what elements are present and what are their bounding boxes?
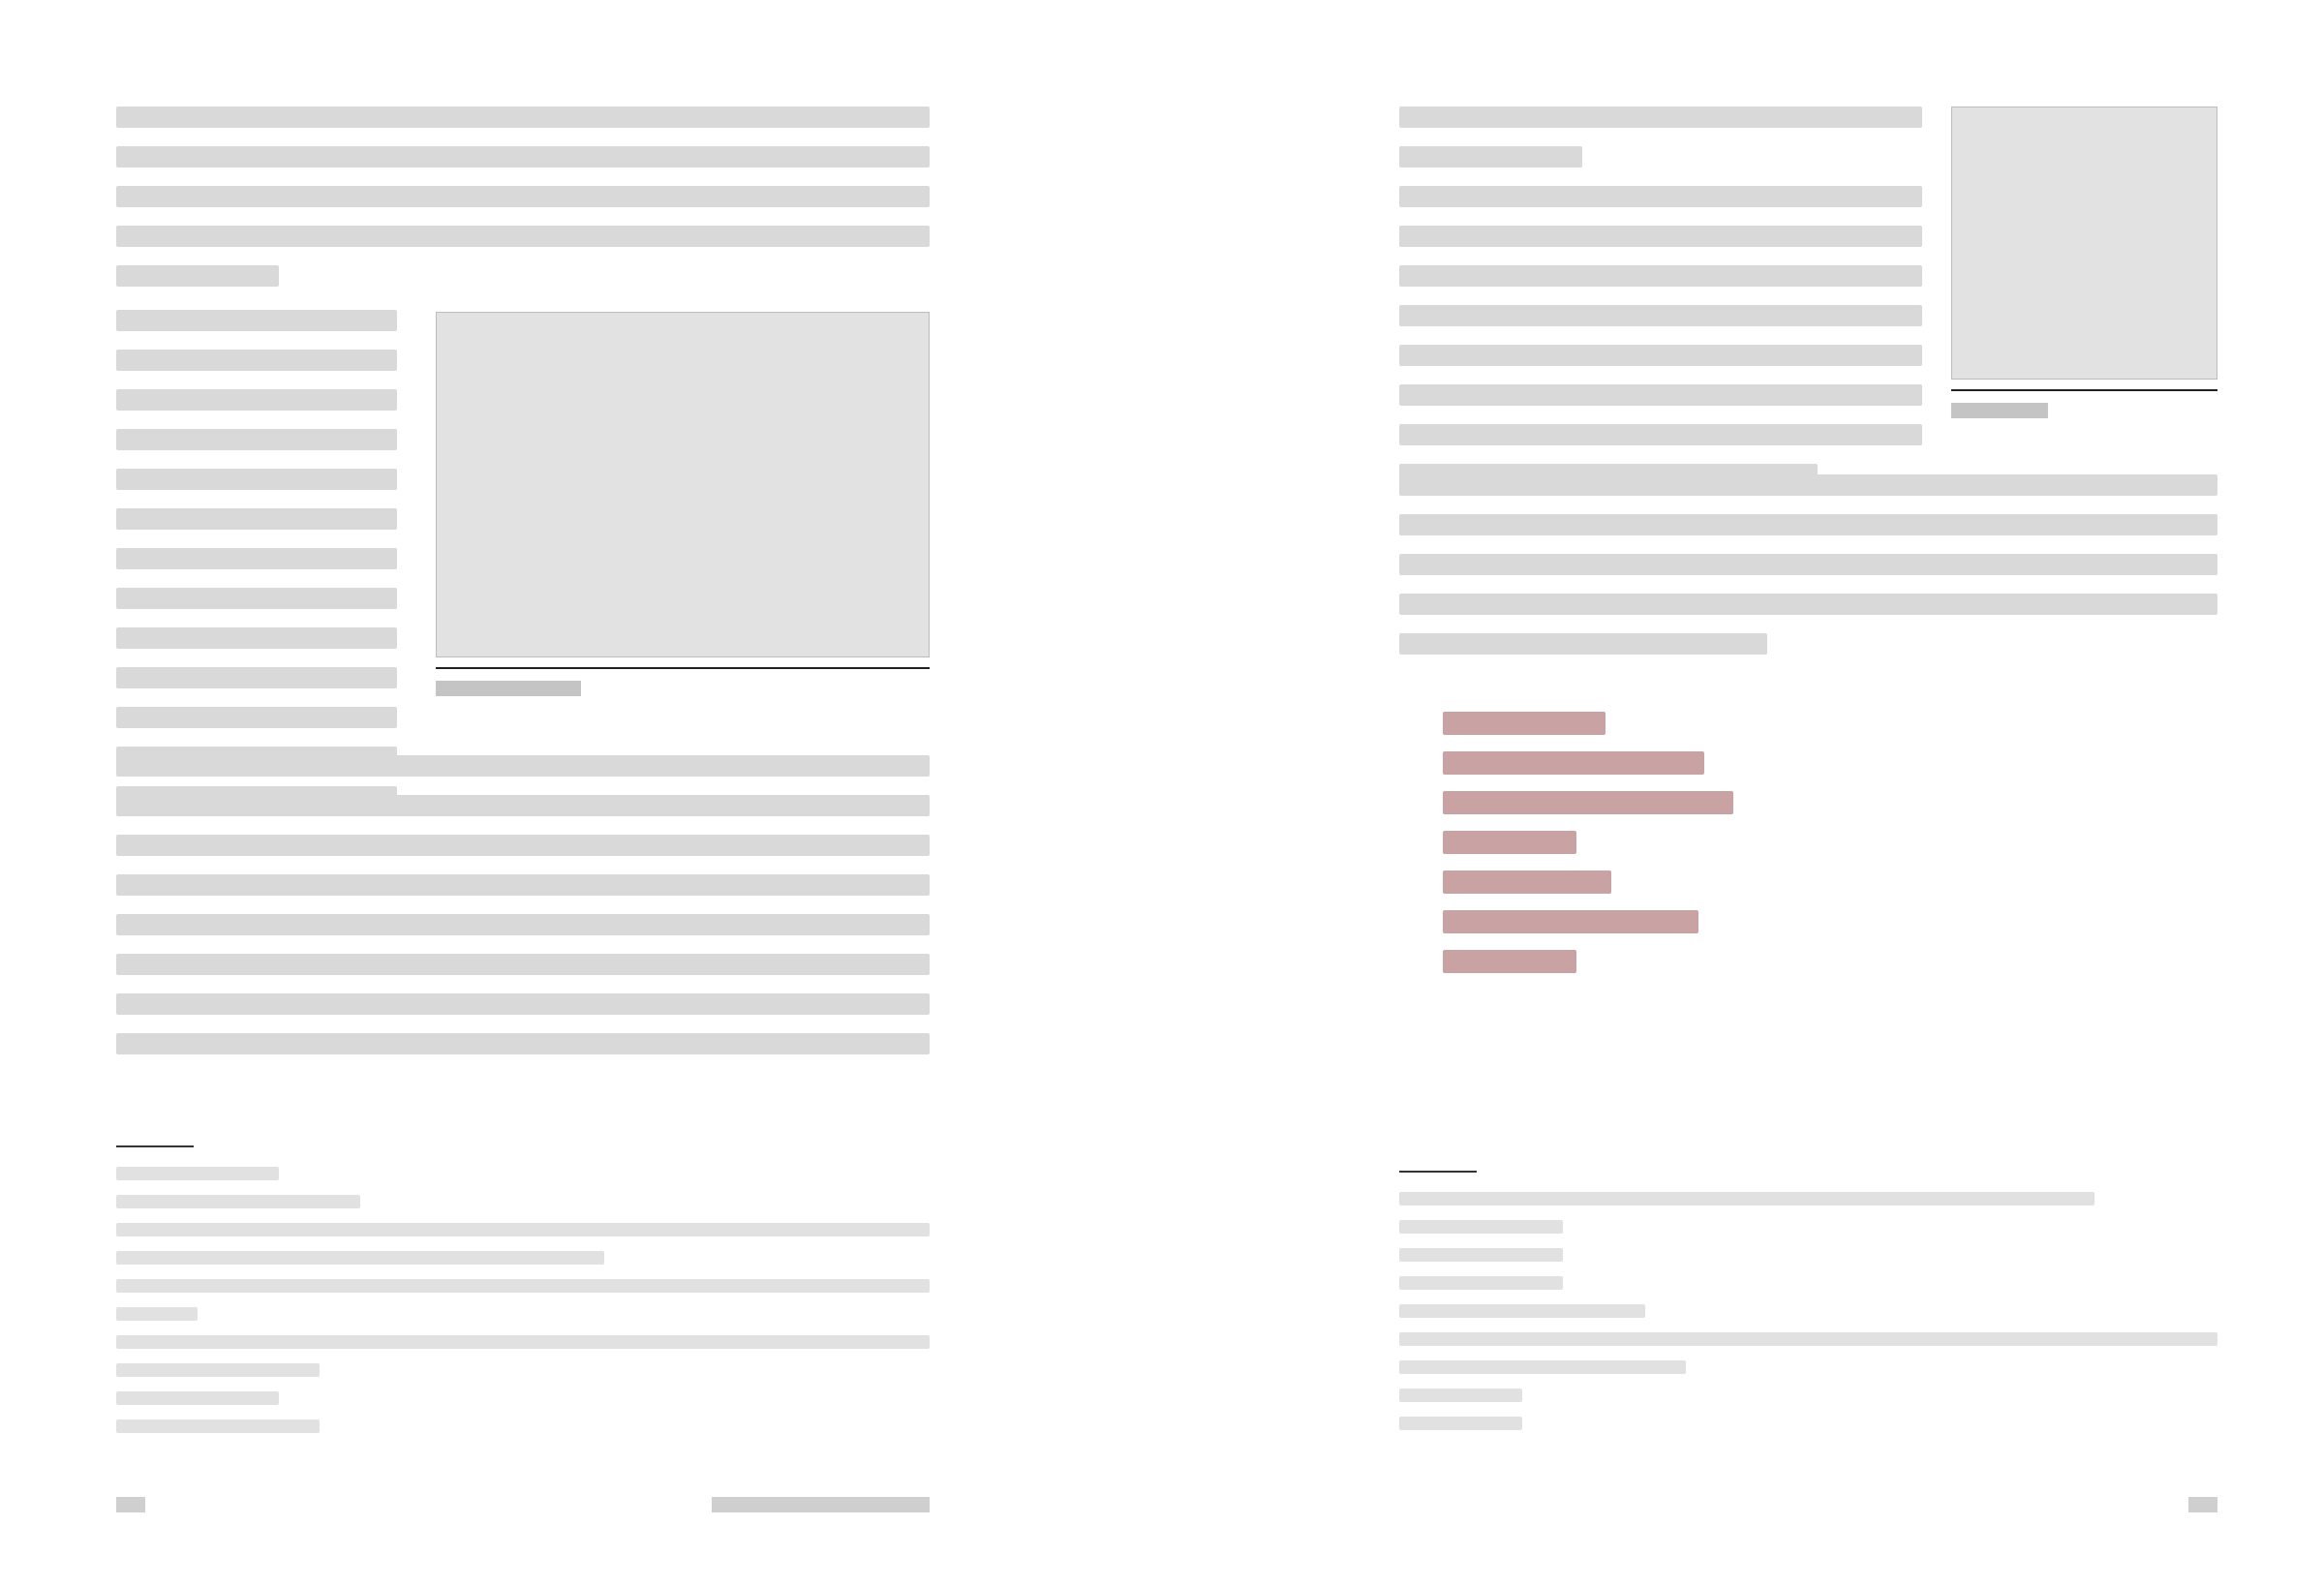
- right-page: [1162, 0, 2324, 1587]
- left-folio: [116, 1497, 145, 1512]
- footnote-line: [1399, 1332, 2217, 1346]
- footnote-line: [1399, 1389, 1522, 1402]
- text-line: [116, 265, 279, 287]
- text-line: [1399, 384, 1922, 406]
- text-line: [116, 835, 930, 856]
- footnote-line: [116, 1363, 320, 1377]
- left-body-text: [116, 107, 930, 305]
- text-line: [116, 508, 397, 530]
- quote-line: [1443, 791, 1733, 814]
- left-footnotes: [116, 1167, 930, 1448]
- figure-caption: [436, 681, 581, 696]
- text-line: [1399, 146, 1582, 168]
- footnote-line: [1399, 1304, 1645, 1318]
- right-lower-text: [1399, 474, 2217, 673]
- text-line: [116, 389, 397, 411]
- building-figure: [436, 312, 930, 696]
- footnote-line: [116, 1279, 930, 1293]
- text-line: [116, 548, 397, 569]
- plaque-figure: [1951, 107, 2217, 418]
- right-wrapped-text: [1399, 107, 1922, 504]
- text-line: [116, 627, 397, 649]
- footnote-rule: [116, 1145, 194, 1147]
- plaque-photo: [1951, 107, 2217, 380]
- text-line: [116, 993, 930, 1015]
- footnote-line: [1399, 1360, 1686, 1374]
- quote-line: [1443, 870, 1611, 894]
- quote-line: [1443, 831, 1576, 854]
- footnote-line: [116, 1195, 360, 1208]
- footnote-line: [116, 1419, 320, 1433]
- text-line: [116, 755, 930, 777]
- text-line: [116, 107, 930, 128]
- left-wrapped-text: [116, 310, 397, 826]
- text-line: [116, 667, 397, 688]
- footnote-line: [116, 1251, 604, 1265]
- right-footnotes: [1399, 1192, 2217, 1445]
- text-line: [1399, 265, 1922, 287]
- footnote-line: [116, 1391, 279, 1405]
- text-line: [116, 350, 397, 371]
- quote-line: [1443, 910, 1698, 933]
- text-line: [1399, 594, 2217, 615]
- figure-caption: [1951, 403, 2048, 418]
- footnote-line: [1399, 1192, 2095, 1206]
- text-line: [116, 1033, 930, 1054]
- footnote-line: [116, 1167, 279, 1180]
- footnote-line: [116, 1335, 930, 1349]
- text-line: [1399, 107, 1922, 128]
- footnote-line: [1399, 1417, 1522, 1430]
- text-line: [116, 707, 397, 728]
- text-line: [116, 469, 397, 490]
- text-line: [1399, 514, 2217, 535]
- text-line: [1399, 226, 1922, 247]
- text-line: [116, 429, 397, 450]
- quote-line: [1443, 712, 1605, 735]
- footnote-line: [1399, 1220, 1563, 1234]
- text-line: [116, 874, 930, 896]
- text-line: [116, 310, 397, 331]
- quote-line: [1443, 751, 1704, 775]
- text-line: [116, 226, 930, 247]
- running-footer: [712, 1497, 930, 1512]
- footnote-line: [116, 1307, 198, 1321]
- text-line: [1399, 424, 1922, 445]
- text-line: [1399, 305, 1922, 326]
- memorial-quote: [1443, 712, 2024, 990]
- text-line: [1399, 345, 1922, 366]
- text-line: [1399, 633, 1767, 655]
- right-folio: [2188, 1497, 2217, 1512]
- footnote-line: [1399, 1276, 1563, 1290]
- text-line: [116, 954, 930, 975]
- quote-line: [1443, 950, 1576, 973]
- text-line: [116, 186, 930, 207]
- text-line: [116, 588, 397, 609]
- text-line: [116, 795, 930, 816]
- text-line: [1399, 554, 2217, 575]
- text-line: [1399, 474, 2217, 496]
- building-photo: [436, 312, 930, 657]
- text-line: [116, 914, 930, 935]
- footnote-rule: [1399, 1171, 1477, 1173]
- caption-rule: [1951, 389, 2217, 391]
- text-line: [1399, 186, 1922, 207]
- left-lower-text: [116, 755, 930, 1073]
- footnote-line: [1399, 1248, 1563, 1262]
- footnote-line: [116, 1223, 930, 1236]
- caption-rule: [436, 667, 930, 669]
- text-line: [116, 146, 930, 168]
